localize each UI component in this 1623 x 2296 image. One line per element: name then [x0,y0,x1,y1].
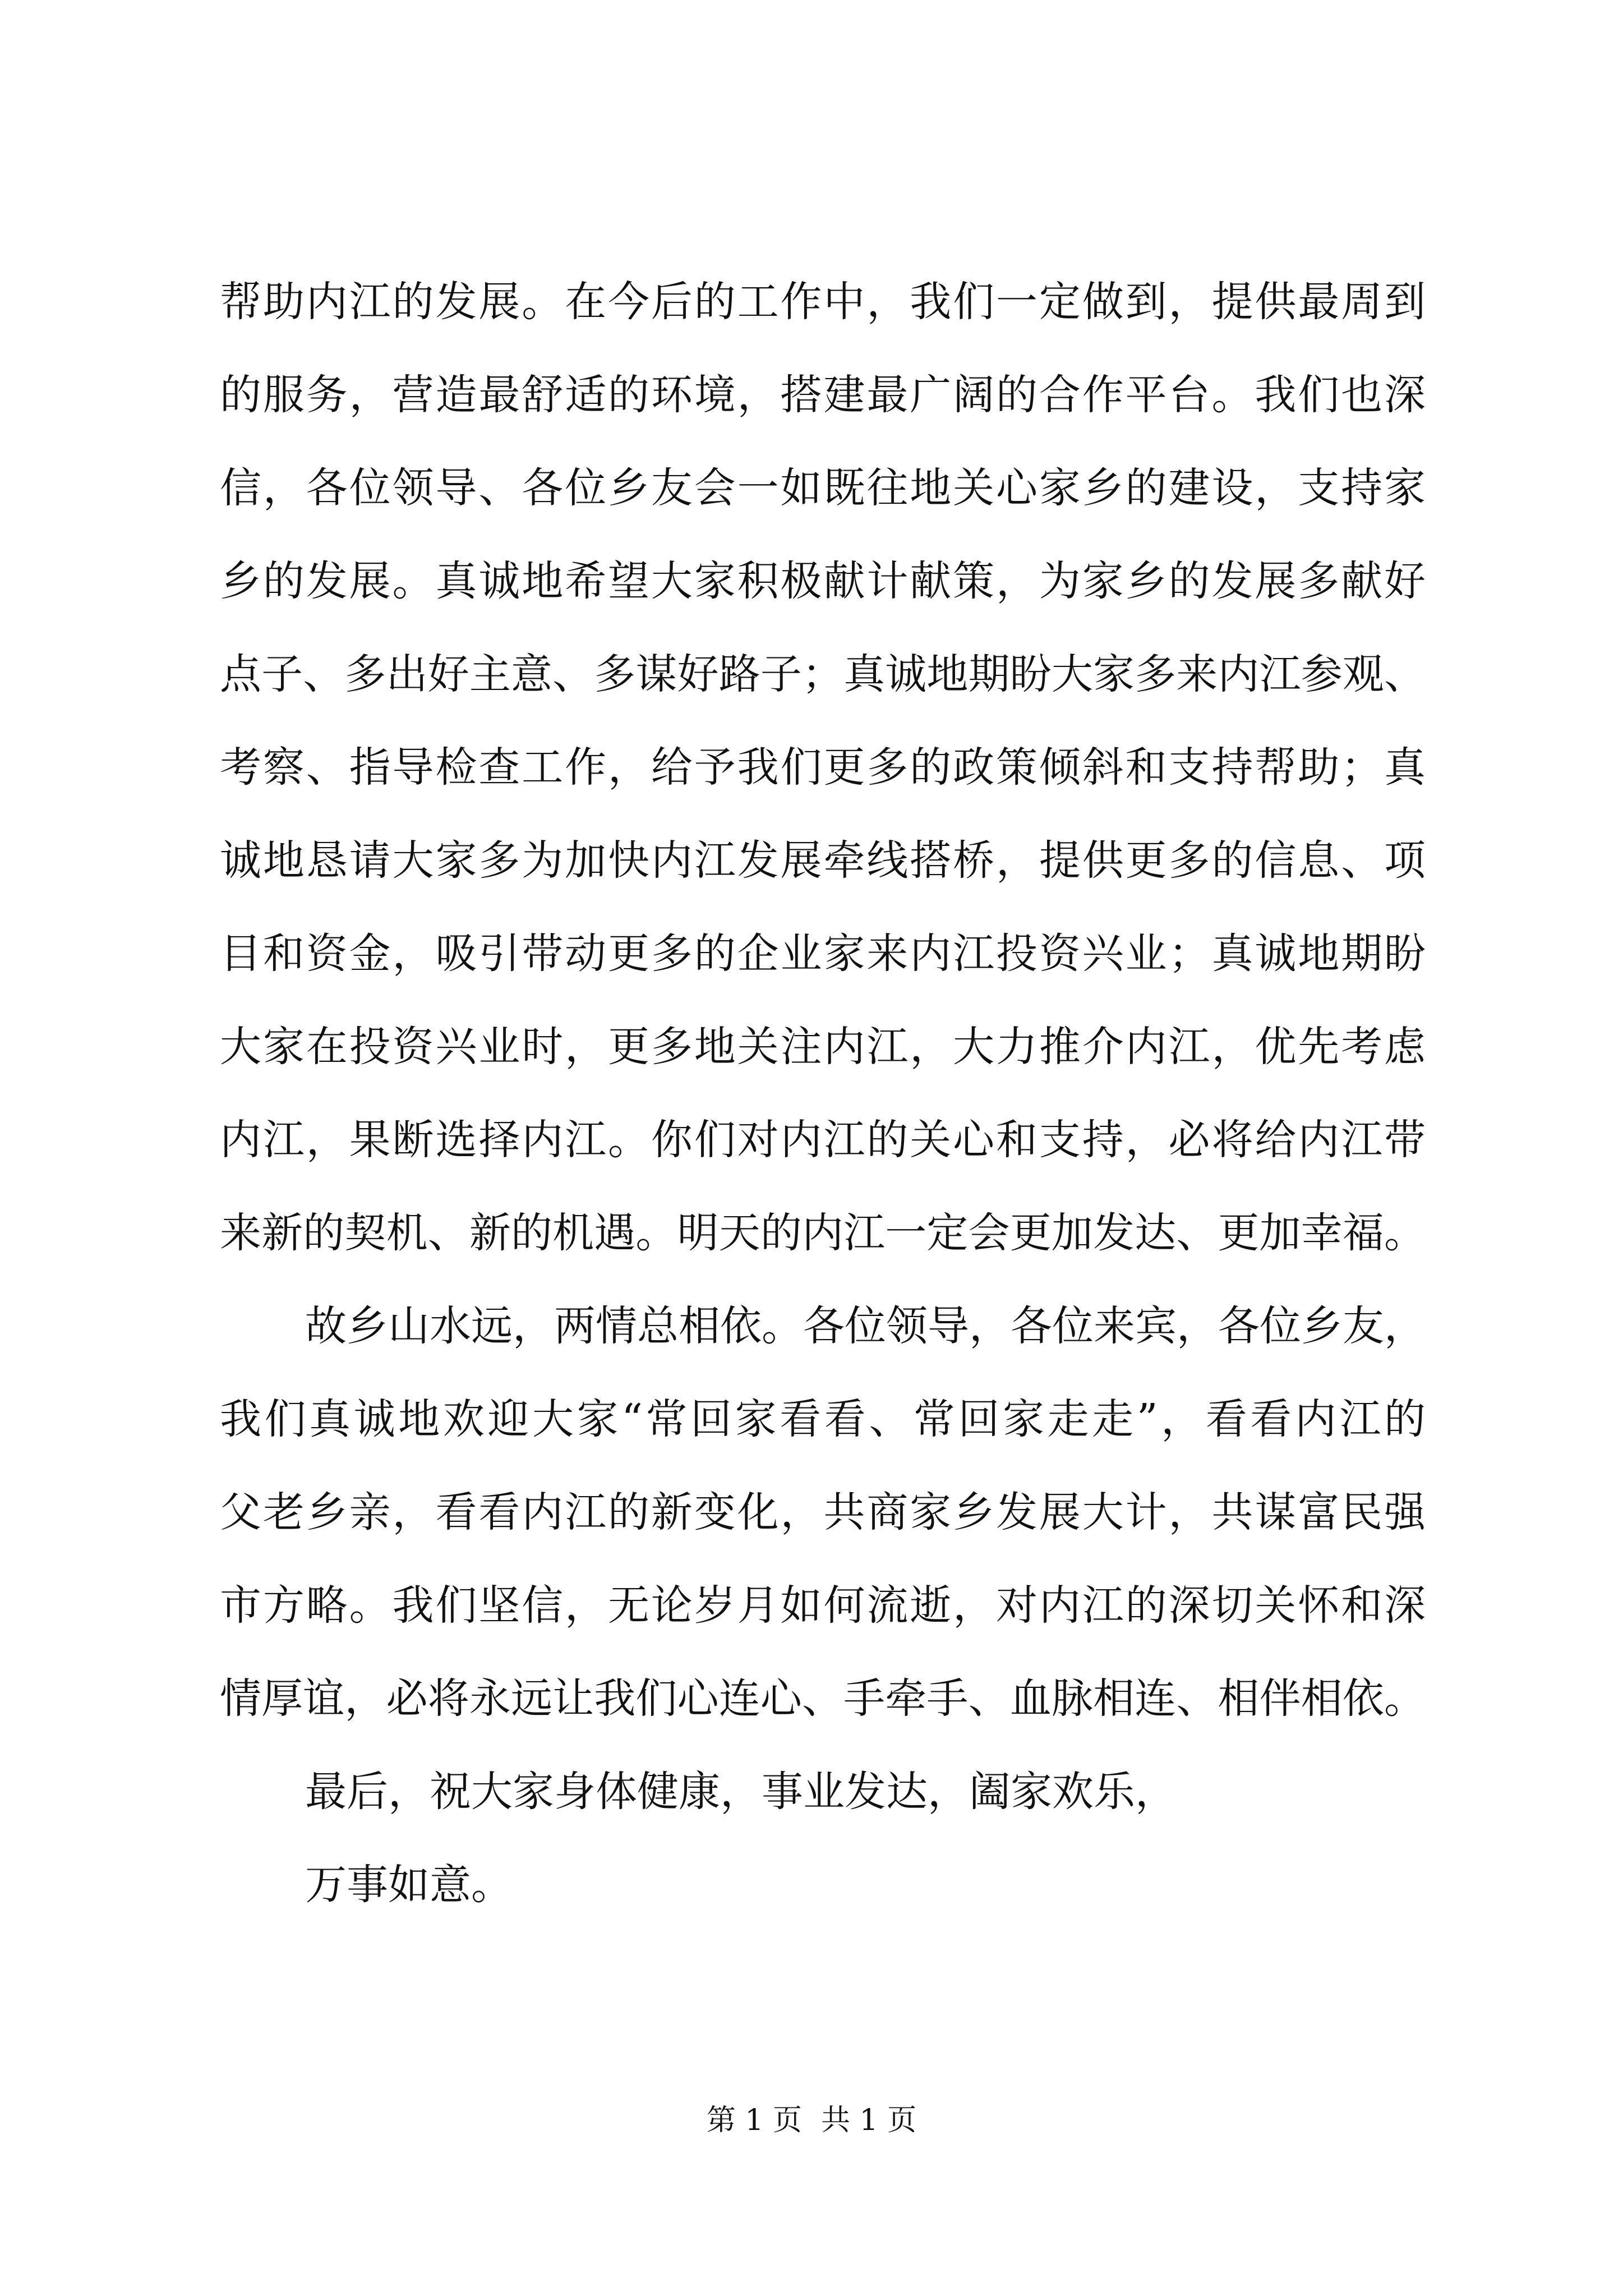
text-line: 故乡山水远，两情总相依。各位领导，各位来宾，各位乡友， [305,1302,1426,1350]
page-number-current: 第 1 页 [706,2104,802,2137]
text-line: 点子、多出好主意、多谋好路子；真诚地期盼大家多来内江参观、 [220,650,1426,698]
page-number-total: 共 1 页 [821,2104,917,2137]
text-line: 大家在投资兴业时，更多地关注内江，大力推介内江，优先考虑 [220,1023,1426,1071]
text-line: 的服务，营造最舒适的环境，搭建最广阔的合作平台。我们也深 [220,371,1426,419]
text-line: 诚地恳请大家多为加快内江发展牵线搭桥，提供更多的信息、项 [220,836,1426,885]
text-line: 帮助内江的发展。在今后的工作中，我们一定做到，提供最周到 [220,278,1426,326]
text-line: 内江，果断选择内江。你们对内江的关心和支持，必将给内江带 [220,1116,1426,1164]
text-line: 最后，祝大家身体健康，事业发达，阖家欢乐， [305,1768,1177,1816]
document-body [220,255,1426,1931]
text-line: 乡的发展。真诚地希望大家积极献计献策，为家乡的发展多献好 [220,557,1426,605]
text-line: 信，各位领导、各位乡友会一如既往地关心家乡的建设，支持家 [220,464,1426,512]
text-line: 我们真诚地欢迎大家“常回家看看、常回家走走”，看看内江的 [220,1395,1426,1443]
text-line: 父老乡亲，看看内江的新变化，共商家乡发展大计，共谋富民强 [220,1488,1426,1536]
text-line: 情厚谊，必将永远让我们心连心、手牵手、血脉相连、相伴相依。 [220,1674,1426,1723]
text-line: 万事如意。 [305,1861,513,1909]
text-line: 考察、指导检查工作，给予我们更多的政策倾斜和支持帮助；真 [220,743,1426,792]
text-line: 市方略。我们坚信，无论岁月如何流逝，对内江的深切关怀和深 [220,1581,1426,1630]
text-line: 目和资金，吸引带动更多的企业家来内江投资兴业；真诚地期盼 [220,930,1426,978]
text-line: 来新的契机、新的机遇。明天的内江一定会更加发达、更加幸福。 [220,1209,1426,1257]
page-footer [0,2101,1623,2140]
